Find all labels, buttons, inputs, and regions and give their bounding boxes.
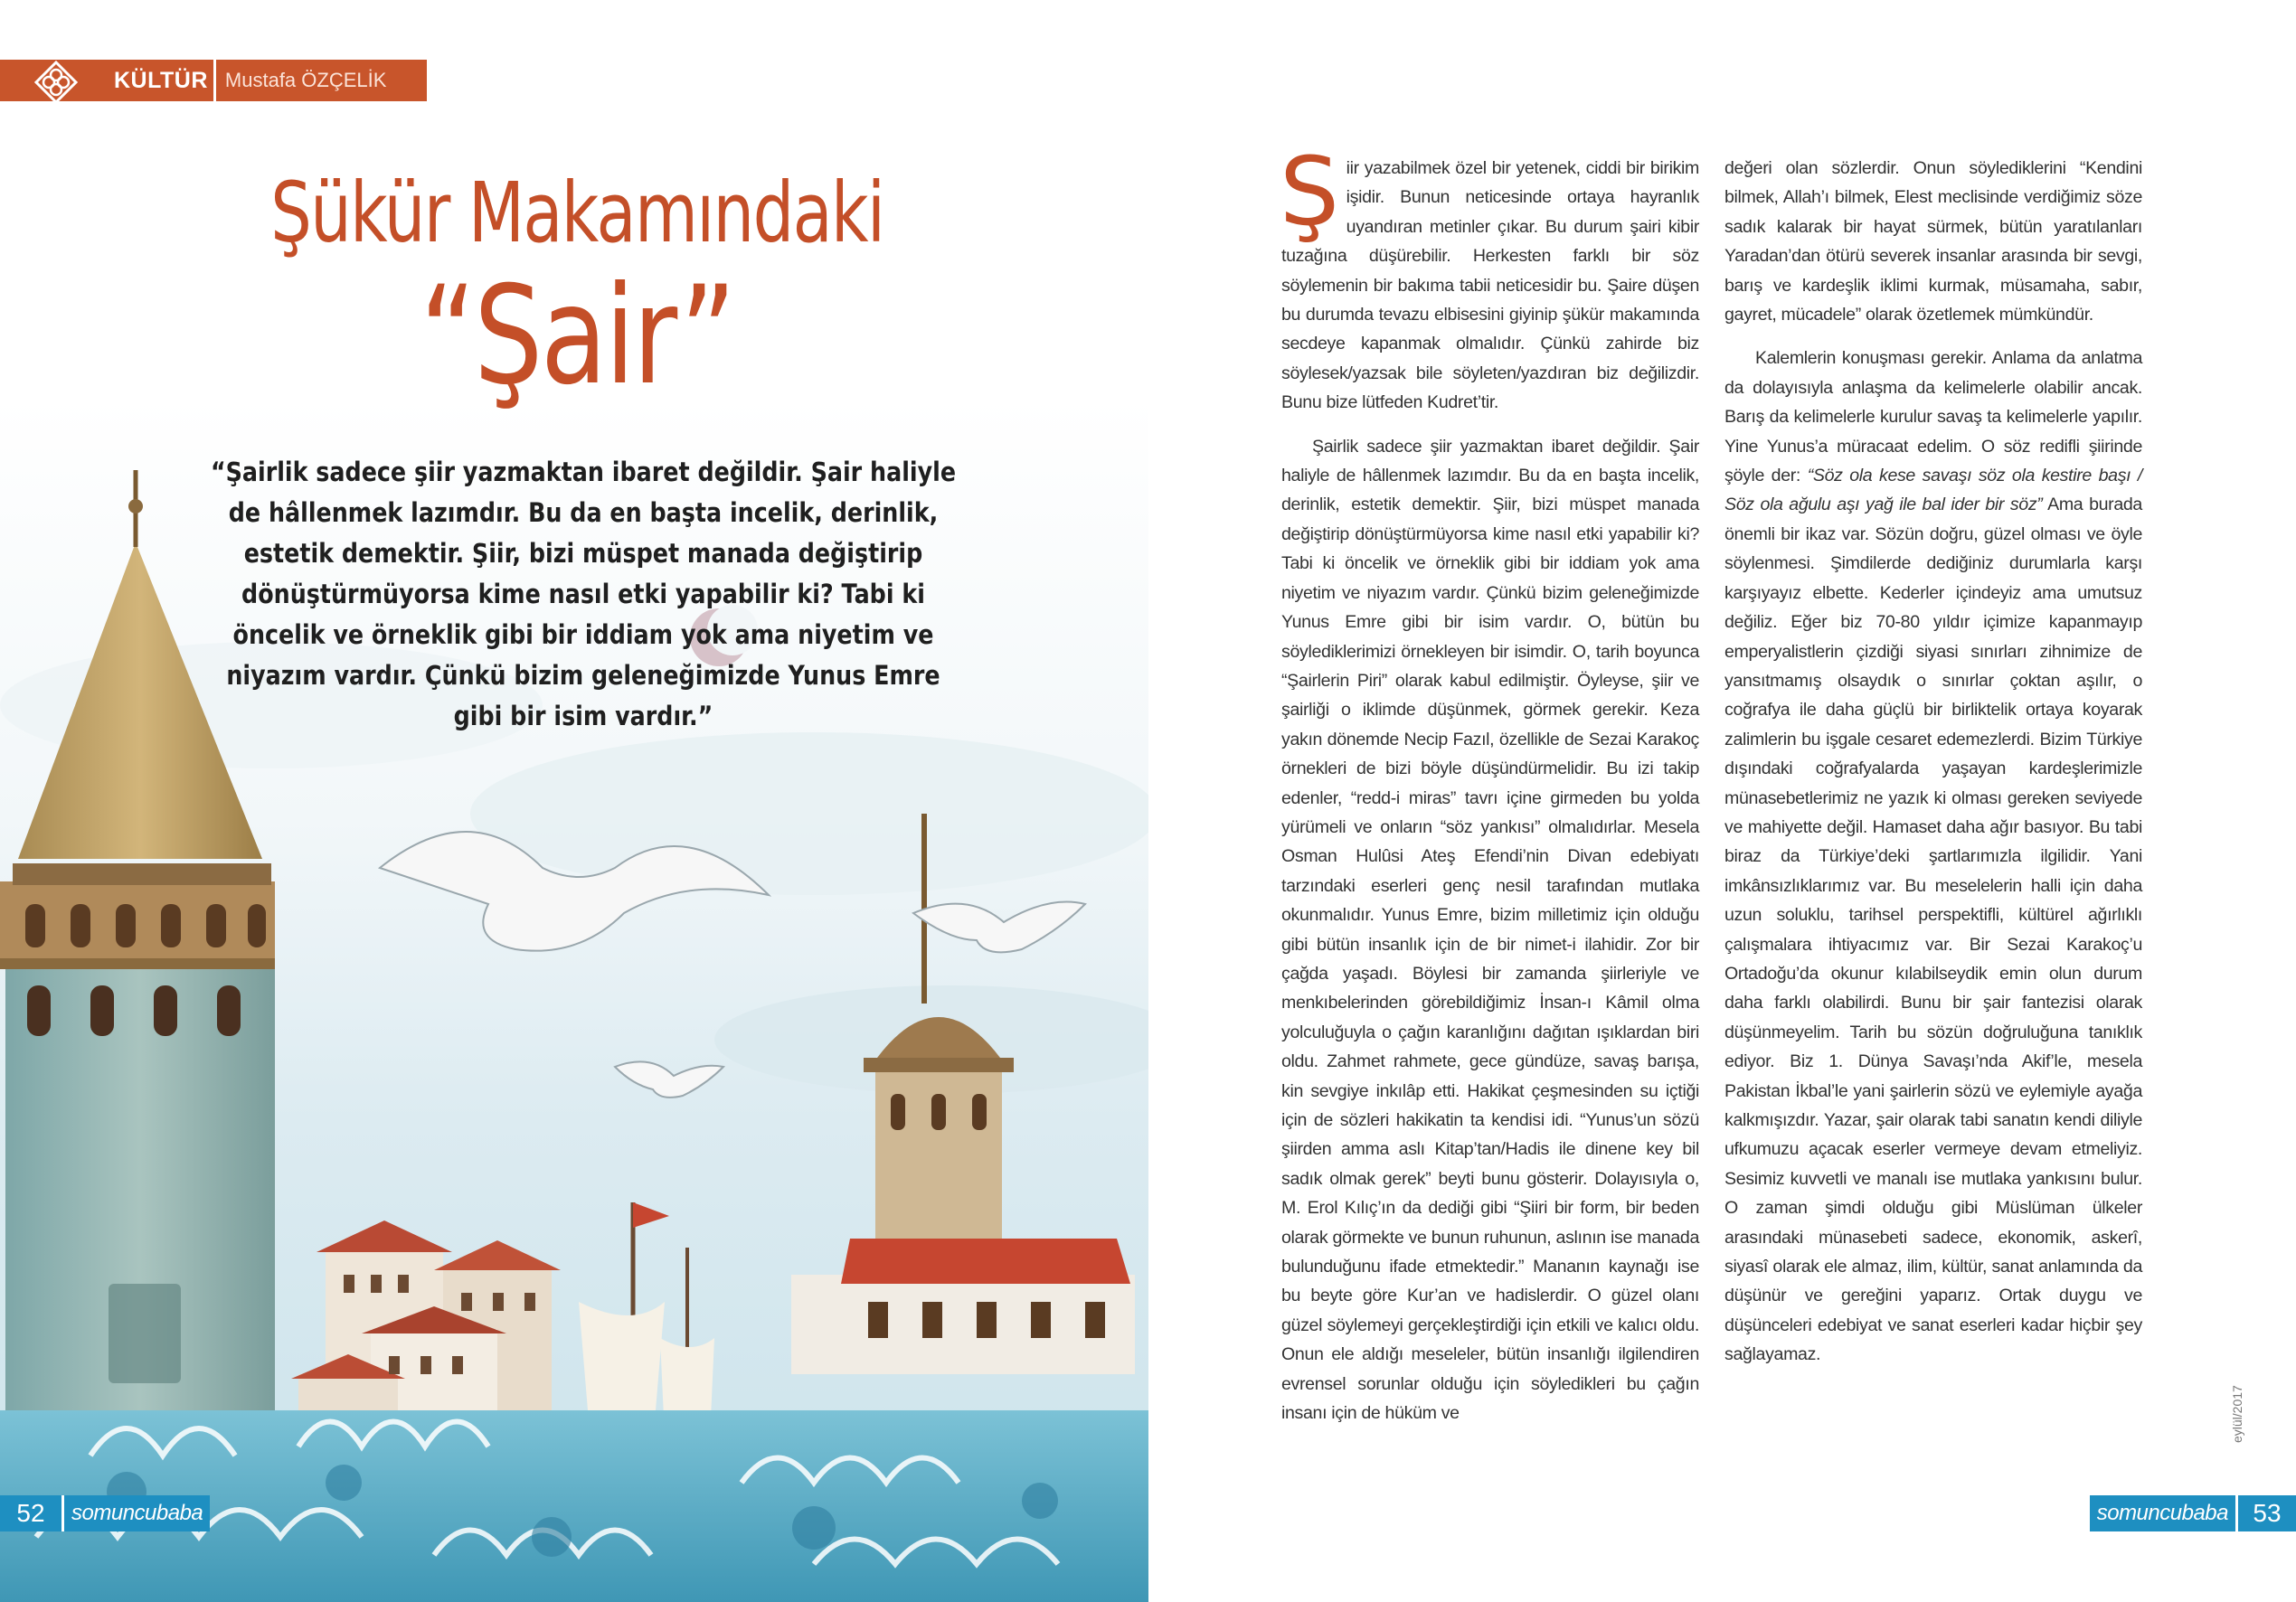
page-number-left: 52: [0, 1495, 61, 1531]
pull-quote: “Şairlik sadece şiir yazmaktan ibaret değildir. Şair haliyle de hâllenmek lazımdır. Bu da en başta incelik, derinlik, estetik demektir. Şiir, bizi müspet manada değiştirip dönüştürmüyorsa kime nasıl etki yapabilir ki? Tabi ki öncelik ve örneklik gibi bir iddiam yok ama niyetim ve niyazım vardır. Çünkü bizim geleneğimizde Yunus Emre gibi bir isim vardır.”: [210, 457, 957, 731]
poem-quote: “Söz ola kese savaşı söz ola kestire başı / Söz ola ağulu aşı yağ ile bal ider bir söz”: [1724, 466, 2143, 515]
left-folio: [0, 1495, 210, 1531]
page-number-right: 53: [2238, 1495, 2296, 1531]
body-paragraph: değeri olan sözlerdir. Onun söylediklerini “Kendini bilmek, Allah’ı bilmek, Elest meclisinde verdiğimiz söze sadık kalarak bir hayat sürmek, bütün yaratılanları Yaradan’dan ötürü severek insanlar arasında bir sevgi, barış ve kardeşlik iklimi kurmak, müsamaha, sabır, gayret, mücadele” olarak özetlemek mümkündür.: [1724, 158, 2142, 325]
author-name: Mustafa ÖZÇELİK: [216, 60, 427, 101]
brand-logo-right: somuncubaba: [2090, 1495, 2238, 1531]
body-paragraph: Şiir yazabilmek özel bir yetenek, ciddi bir birikim işidir. Bunun neticesinde ortaya hayranlık uyandıran metinler çıkar. Bu durum şairi kibir tuzağına düşürebilir. Herkesten farklı bir söz söylemenin bir bakıma tabii neticesidir bu. Şaire düşen bu durumda tevazu elbisesini giyinip şükür makamında secdeye kapanmak olmalıdır. Çünkü zahirde biz söylesek/yazsak bile söyleten/yazdıran biz değilizdir. Bunu bize lütfeden Kudret’tir.: [1280, 137, 1699, 413]
section-header: [0, 60, 427, 101]
issue-date: eylül/2017: [2230, 1385, 2244, 1443]
emblem-icon: [0, 60, 110, 101]
body-column-2: [1724, 154, 2142, 1370]
article-title-line2: “Şair”: [420, 258, 734, 415]
right-folio: [2090, 1495, 2296, 1531]
body-paragraph: Kalemlerin konuşması gerekir. Anlama da anlatma da dolayısıyla anlaşma da kelimelerle olabilir ancak. Barış da kelimelerle kurulur savaş ta kelimelerle yapılır. Yine Yunus’a müracaat edelim. O söz redifli şiirinde şöyle der: “Söz ola kese savaşı söz ola kestire başı / Söz ola ağulu aşı yağ ile bal ider bir söz” Ama burada önemli bir ikaz var. Sözün doğru, güzel olması ve öyle söylenmesi. Şimdilerde dediğiniz durumlarla karşı karşıyayız elbette. Kederler içindeyiz ama umutsuz değiliz. Eğer biz 70-80 yıldır içimize kapanmayıp emperyalistlerin çizdiği siyasi sınırları zihnimize de yansıtmamış olsaydık o sınırlar çoktan aşılır, o coğrafya ile daha güçlü bir birliktelik ortaya koyarak zalimlerin bu işgale cesaret edemezlerdi. Bizim Türkiye dışındaki coğrafyalarda yaşayan kardeşlerimizle münasebetlerimiz ne yazık ki olması gereken seviyede ve mahiyette değil. Hamaset daha ağır basıyor. Bu tabi biraz da Türkiye’deki şartlarımızla ilgilidir. Yani imkânsızlıklarımız var. Bu meselelerin halli için daha uzun soluklu, tarihsel perspektifli, kültürel ağırlıklı çalışmalara ihtiyacımız var. Bir Sezai Karakoç’u Ortadoğu’da okunur kılabilseydik emin olun durum daha farklı olabilirdi. Bunu bir şair fantezisi olarak düşünmeyelim. Tarih bu sözün doğruluğuna tanıklık ediyor. Biz 1. Dünya Savaşı’nda Akif’le, mesela Pakistan İkbal’le yani şairlerin sözü ve eylemiyle ayağa kalkmışızdır. Yazar, şair olarak tabi sanatın kendi diliyle ufkumuzu açacak eserler vermeye devam etmeliyiz. Sesimiz kuvvetli ve manalı ise mutlaka yankısını bulur. O zaman şimdi olduğu gibi Müslüman ülkeler arasındaki münasebeti sadece, ekonomik, askerî, siyasî olarak ele almaz, ilim, kültür, sanat anlamında da düşünür ve gereğini yaparız. Ortak duygu ve düşünceleri edebiyat ve sanat eserleri kadar hiçbir şey sağlayamaz.: [1724, 348, 2143, 1365]
article-title-line1: Şükür Makamındaki: [270, 165, 884, 261]
body-column-1: [1280, 137, 1699, 1428]
section-label: KÜLTÜR: [110, 60, 213, 101]
right-page: [1148, 0, 2296, 1602]
brand-logo-left: somuncubaba: [61, 1495, 210, 1531]
drop-cap: Ş: [1280, 137, 1339, 247]
body-paragraph: Şairlik sadece şiir yazmaktan ibaret değildir. Şair haliyle de hâllenmek lazımdır. Bu da en başta incelik, derinlik, estetik demektir. Şiir, bizi müspet manada değiştirip dönüştürmüyorsa kime nasıl etki yapabilir ki? Tabi ki öncelik ve örneklik gibi bir iddiam yok ama niyetim ve niyazım vardır. Çünkü bizim geleneğimizde Yunus Emre gibi bir isim vardır. O, bütün bu söylediklerimizi örnekleyen bir isimdir. O, tarih boyunca “Şairlerin Piri” olarak kabul edilmiştir. Öyleyse, şiir ve şairliği o iklimde düşünmek, görmek gerekir. Keza yakın dönemde Necip Fazıl, özellikle de Sezai Karakoç örnekleri de bizi böyle düşündürmelidir. Bu izi takip edenler, “redd-i miras” tavrı içine girmeden bu yolda yürümeli ve onların “söz yankısı” olmalıdırlar. Mesela Osman Hulûsi Ateş Efendi’nin Divan edebiyatı tarzındaki eserleri genç nesil tarafından mutlaka okunmalıdır. Yunus Emre, bizim milletimiz için olduğu gibi bütün insanlık için de bir nimet-i ilahidir. Zor bir çağda yaşadı. Böylesi bir zamanda şiirleriyle ve menkıbelerinden görebildiğimiz İnsan-ı Kâmil olma yolculuğuyla o çağın karanlığını dağıtan ışıklardan biri oldu. Zahmet rahmete, gece gündüze, savaş barışa, kin sevgiye inkılâp etti. Hakikat çeşmesinden su içtiği için de sözleri hakikatin ta kendisi idi. “Yunus’un sözü şiirden amma aslı Kitap’tan/Hadis ile dinene key bil sadık olmak gerek” beyti bunu gösterir. Dolayısıyla o, M. Erol Kılıç’ın da dediği gibi “Şiiri bir form, bir beden olarak görmekte ve bunun ruhunun, aslının ise manada bulunduğunu ifade etmektedir.” Mananın kaynağı ise bu beyte göre Kur’an ve hadislerdir. O güzel olanı güzel söylemeyi gerçekleştirdiği için etkili ve kalıcı oldu. Onun ele aldığı meseleler, bütün insanlığı ilgilendiren evrensel sorunlar olduğu için söyledikleri bu çağın insanı için de hüküm ve: [1281, 436, 1699, 1424]
